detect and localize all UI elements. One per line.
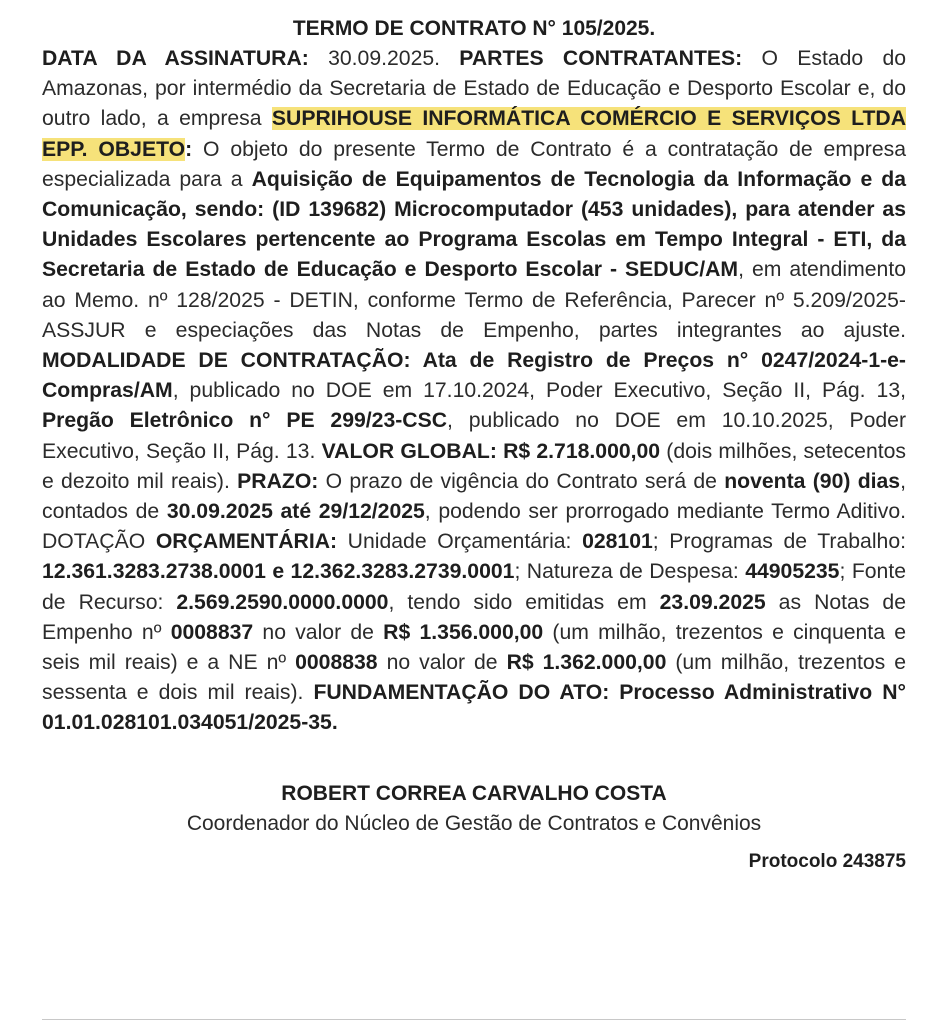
work-programs: 12.361.3283.2738.0001 e 12.362.3283.2739.0001 [42, 560, 515, 584]
auction-reference: Pregão Eletrônico n° PE 299/23-CSC [42, 409, 448, 433]
term-extension: , podendo ser prorrogado mediante Termo Aditivo. DOTAÇÃO [42, 500, 906, 554]
budget-label: ORÇAMENTÁRIA: [155, 530, 338, 554]
memo-reference: , em atendimento ao Memo. nº 128/2025 - DETIN, conforme Termo de Referência, Parecer nº 5.209/2025-ASSJUR e especiações das Notas de Empenho, partes integrantes ao ajuste. [42, 258, 906, 342]
term-dates: 30.09.2025 até 29/12/2025 [166, 500, 425, 524]
resource-source: 2.569.2590.0000.0000 [176, 590, 389, 614]
commitment-note-1: 0008837 [170, 620, 254, 644]
legal-basis: FUNDAMENTAÇÃO DO ATO: Processo Administrativo N° 01.01.028101.034051/2025-35. [42, 681, 906, 735]
parties-text: O Estado do Amazonas, por intermédio da Secretaria de Estado de Educação e Desporto Escolar e, do outro lado, a empresa [42, 47, 907, 131]
issued-label: , tendo sido emitidas em [388, 590, 660, 614]
resource-source-label: ; Fonte de Recurso: [42, 560, 907, 614]
contract-body [42, 44, 906, 739]
bottom-divider [42, 1019, 906, 1020]
modality-publication: , publicado no DOE em 17.10.2024, Poder Executivo, Seção II, Pág. 13, [172, 379, 906, 403]
object-colon: : [185, 137, 204, 161]
global-value: VALOR GLOBAL: R$ 2.718.000,00 [321, 439, 661, 463]
term-label: PRAZO: [237, 469, 319, 493]
expense-nature-label: ; Natureza de Despesa: [514, 560, 746, 584]
budget-unit: 028101 [582, 530, 653, 554]
commitment-note-label: as Notas de Empenho nº [42, 590, 906, 644]
expense-nature: 44905235 [745, 560, 840, 584]
commitment-note-2: 0008838 [295, 651, 378, 675]
object-text: O objeto do presente Termo de Contrato é a contratação de empresa especializada para a [42, 137, 906, 191]
budget-unit-label: Unidade Orçamentária: [337, 530, 583, 554]
parties-label: PARTES CONTRATANTES: [459, 47, 743, 70]
auction-publication: , publicado no DOE em 10.10.2025, Poder Executivo, Seção II, Pág. 13. [42, 409, 906, 463]
signature-date-label: DATA DA ASSINATURA: [42, 47, 309, 70]
protocol-number: Protocolo 243875 [748, 850, 906, 872]
highlighted-company-name: SUPRIHOUSE INFORMÁTICA COMÉRCIO E SERVIÇOS LTDA EPP. OBJETO [42, 107, 907, 161]
term-days: noventa (90) dias [724, 469, 901, 493]
signatory-name: ROBERT CORREA CARVALHO COSTA [281, 781, 667, 805]
contract-notice [42, 14, 906, 877]
value-label-1: no valor de [253, 620, 384, 644]
value-2-words: (um milhão, trezentos e sessenta e dois mil reais). [42, 651, 906, 705]
signature-date: 30.09.2025. [308, 47, 460, 70]
signatory-role: Coordenador do Núcleo de Gestão de Contratos e Convênios [186, 811, 762, 835]
value-2: R$ 1.362.000,00 [506, 651, 667, 675]
global-value-words: (dois milhões, setecentos e dezoito mil reais). [42, 439, 907, 493]
work-programs-label: ; Programas de Trabalho: [652, 530, 906, 554]
issued-date: 23.09.2025 [659, 590, 766, 614]
value-label-2: no valor de [377, 651, 507, 675]
term-counted: , contados de [42, 469, 906, 524]
value-1-words: (um milhão, trezentos e cinquenta e seis mil reais) e a NE nº [42, 620, 906, 675]
modality-label: MODALIDADE DE CONTRATAÇÃO: Ata de Registro de Preços n° 0247/2024-1-e-Compras/AM [42, 349, 906, 403]
term-text: O prazo de vigência do Contrato será de [318, 469, 725, 493]
acquisition-description: Aquisição de Equipamentos de Tecnologia da Informação e da Comunicação, sendo: (ID 139682) Microcomputador (453 unidades), para atender as Unidades Escolares pertencente ao Programa Escolas em Tempo Integral - ETI, da Secretaria de Estado de Educação e Desporto Escolar - SEDUC/AM [42, 167, 906, 282]
value-1: R$ 1.356.000,00 [383, 620, 544, 644]
document-title: TERMO DE CONTRATO N° 105/2025. [292, 17, 656, 40]
